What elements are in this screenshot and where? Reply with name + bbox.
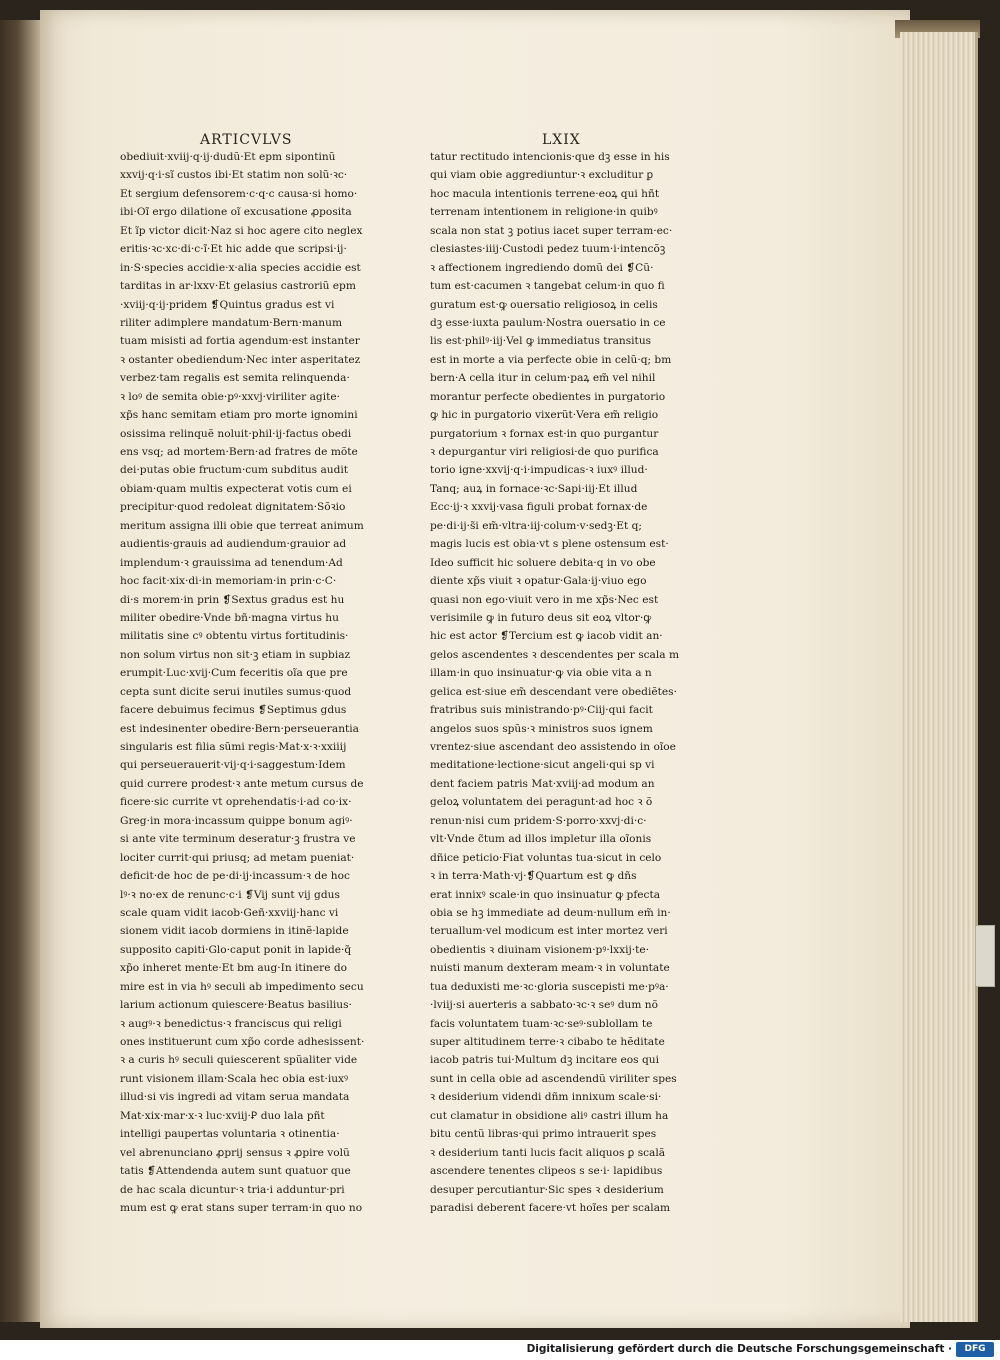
text-line: ꝛ loꝰ de semita obie·pꝰ·xxvj·viriliter agite· [120,390,340,403]
text-line: verisimile ꝙ in futuro deus sit eoꝝ vltor·ꝙ [430,611,652,624]
text-line: ·lviij·si auerteris a sabbato·ꝛc·ꝛ seꝰ dum nõ [430,999,658,1012]
text-line: gelos ascendentes ꝛ descendentes per scala m [430,648,679,661]
text-line: facere debuimus fecimus ❡Septimus gdus [120,704,347,717]
text-line: meritum assigna illi obie que terreat animum [120,519,364,532]
text-line: dent faciem patris Mat·xviij·ad modum an [430,777,655,790]
text-line: tum est·cacumen ꝛ tangebat celum·in quo fi [430,280,665,293]
text-line: ibi·Oĩ ergo dilatione oĩ excusatione ꝓposita [120,206,352,219]
text-line: angelos suos spũs·ꝛ ministros suos ignem [430,722,653,735]
text-line: mire est in via hꝰ seculi ab impedimento secu [120,980,364,993]
text-line: erumpit·Luc·xvij·Cum feceritis oĩa que pre [120,667,348,680]
text-line: terrenam intentionem in religione·in quibꝰ [430,206,658,219]
text-line: quasi non ego·viuit vero in me xp̃s·Nec est [430,593,659,606]
text-line: iacob patris tui·Multum dꝫ incitare eos qui [430,1054,659,1067]
text-line: dei·putas obie fructum·cum subditus audit [120,464,349,477]
text-line: runt visionem illam·Scala hec obia est·iuxꝰ [120,1072,349,1085]
text-line: xxvij·q·i·sĩ custos ibi·Et statim non solũ·ꝛc· [120,169,348,182]
text-line: cepta sunt dicite serui inutiles sumus·quod [120,685,352,698]
text-line: dñice peticio·Fiat voluntas tua·sicut in celo [430,851,662,864]
text-line: bitu centũ libras·qui primo intrauerit spes [430,1128,657,1141]
text-line: ficere·sic currite vt oprehendatis·i·ad co·ix· [120,796,352,809]
text-line: lꝰ·ꝛ no·ex de renunc·c·i ❡Vij sunt vij gdus [120,888,340,901]
text-line: est indesinenter obedire·Bern·perseuerantia [120,722,359,735]
text-line: purgatorium ꝛ fornax est·in quo purgantur [430,427,659,440]
text-line: audientis·grauis ad audiendum·grauior ad [120,538,347,551]
text-line: eritis·ꝛc·xc·di·c·ĩ·Et hic adde que scripsi·ij· [120,243,347,256]
text-line: Ecc·ij·ꝛ xxvij·vasa figuli probat fornax·de [430,501,648,514]
text-line: quid currere prodest·ꝛ ante metum cursus de [120,777,364,790]
text-line: ꝛ ostanter obediendum·Nec inter asperitatez [120,353,361,366]
text-line: ꝛ desiderium videndi dñm innixum scale·si· [430,1091,662,1104]
funding-notice: Digitalisierung gefördert durch die Deutsche Forschungsgemeinschaft · [526,1343,952,1355]
text-line: osissima relinquẽ noluit·phil·ij·factus obedi [120,427,352,440]
text-line: tatur rectitudo intencionis·que dꝫ esse in his [430,151,670,163]
text-column-right [430,148,692,1217]
text-line: ones instituerunt cum xp̃o corde adhesissent· [120,1036,365,1048]
text-line: teruallum·vel modicum est inter mortez veri [430,925,668,938]
text-line: obediuit·xviij·q·ij·dudũ·Et epm sipontinũ [120,151,336,163]
text-line: Et sergium defensorem·c·q·c causa·si homo· [120,187,358,200]
text-line: ꝛ in terra·Math·vj·❡Quartum est ꝙ dñs [430,870,637,883]
text-line: lociter currit·qui priusq; ad metam pueniat· [120,851,355,864]
text-line: di·s morem·in prin ❡Sextus gradus est hu [120,593,345,606]
text-line: supposito capiti·Glo·caput ponit in lapide·q̃ [120,943,352,956]
text-line: hoc facit·xix·di·in memoriam·in prin·c·C· [120,575,337,588]
text-line: qui perseuerauerit·vij·q·i·saggestum·Idem [120,759,346,772]
text-line: hic est actor ❡Tercium est ꝙ iacob vidit an· [430,630,663,643]
text-line: ꝛ affectionem ingrediendo domũ dei ❡Cũ· [430,261,654,274]
text-line: deficit·de hoc de pe·di·ij·incassum·ꝛ de hoc [120,870,350,883]
text-line: Ideo sufficit hic soluere debita·q in vo obe [430,556,656,569]
text-line: sionem vidit iacob dormiens in itinẽ·lapide [120,925,349,938]
text-line: intelligi paupertas voluntaria ꝛ otinentia· [120,1128,340,1141]
text-line: illud·si vis ingredi ad vitam serua mandata [120,1091,350,1104]
text-line: tarditas in ar·lxxv·Et gelasius castroriũ epm [120,280,356,293]
text-column-left [120,148,375,1217]
text-line: paradisi deberent facere·vt hoĩes per scalam [430,1201,671,1214]
text-line: militatis sine cꝰ obtentu virtus fortitudinis· [120,630,349,643]
text-line: illam·in quo insinuatur·ꝙ via obie vita a n [430,667,652,680]
text-line: lis est·philꝰ·iij·Vel ꝙ immediatus transitus [430,335,652,348]
text-line: diente xp̃s viuit ꝛ opatur·Gala·ij·viuo ego [430,575,647,588]
text-line: larium actionum quiescere·Beatus basilius· [120,999,352,1012]
text-line: ꝛ augꝰ·ꝛ benedictus·ꝛ franciscus qui religi [120,1017,342,1030]
text-line: obia se hꝫ immediate ad deum·nullum em̃ in· [430,906,671,919]
text-line: riliter adimplere mandatum·Bern·manum [120,316,342,329]
text-line: Mat·xix·mar·x·ꝛ luc·xviij·Ꝑ duo lala pñt [120,1109,325,1122]
text-line: militer obedire·Vnde bñ·magna virtus hu [120,611,339,624]
bookmark-strip [975,925,995,987]
text-line: erat innixꝰ scale·in quo insinuatur ꝙ pfecta [430,888,661,901]
text-line: xp̃o inheret mente·Et bm aug·In itinere do [120,962,347,975]
text-line: est in morte a via perfecte obie in celũ·q; bm [430,353,672,366]
text-line: hoc macula intentionis terrene·eoꝝ qui hñt [430,187,660,200]
text-line: de hac scala dicuntur·ꝛ tria·i adduntur·pri [120,1183,345,1196]
running-head-right: LXIX [542,132,581,148]
text-line: in·S·species accidie·x·alia species accidie est [120,261,361,274]
text-line: obiam·quam multis expecterat votis cum ei [120,482,352,495]
text-line: scala non stat ꝫ potius iacet super terram·ec· [430,224,673,237]
text-line: facis voluntatem tuam·ꝛc·seꝰ·sublollam te [430,1017,653,1030]
running-head-left: ARTICVLVS [200,132,293,148]
text-line: desuper percutiantur·Sic spes ꝛ desiderium [430,1183,664,1196]
text-line: Et ĩp victor dicit·Naz si hoc agere cito neglex [120,224,363,237]
text-line: meditatione·lectione·sicut angeli·qui sp vi [430,759,655,772]
text-line: mum est ꝙ erat stans super terram·in quo no [120,1201,363,1214]
text-line: precipitur·quod redoleat dignitatem·Sõꝛio [120,501,346,514]
text-line: dꝫ esse·iuxta paulum·Nostra ouersatio in ce [430,316,666,329]
text-line: verbez·tam regalis est semita relinquenda· [120,372,350,385]
text-line: implendum·ꝛ grauissima ad tenendum·Ad [120,556,343,569]
text-line: clesiastes·iiij·Custodi pedez tuum·i·intencõꝫ [430,243,666,256]
footer-bar [0,1340,1000,1360]
text-line: fratribus suis ministrando·pꝰ·Ciij·qui facit [430,704,653,717]
text-line: super altitudinem terre·ꝛ cibabo te hẽditate [430,1036,665,1048]
text-line: ·xviij·q·ij·pridem ❡Quintus gradus est vi [120,298,335,311]
text-line: guratum est·ꝙ ouersatio religiosoꝝ in celis [430,298,658,311]
text-line: ꝙ hic in purgatorio vixerũt·Vera em̃ religio [430,409,659,422]
text-line: torio igne·xxvij·q·i·impudicas·ꝛ iuxꝰ illud· [430,464,648,477]
text-line: morantur perfecte obedientes in purgatorio [430,390,666,403]
text-line: tuam misisti ad fortia agendum·est instanter [120,335,360,348]
text-line: ꝛ depurgantur viri religiosi·de quo purifica [430,446,659,458]
text-line: Greg·in mora·incassum quippe bonum agiꝰ· [120,814,353,827]
text-line: singularis est filia sũmi regis·Mat·x·ꝛ·xxiiij [120,741,347,753]
text-line: qui viam obie aggrediuntur·ꝛ excluditur ꝑ [430,169,654,182]
text-line: vel abrenunciano ꝓprij sensus ꝛ ꝓpire volũ [120,1146,350,1159]
text-line: renun·nisi cum pridem·S·porro·xxvj·di·c· [430,814,647,827]
text-line: vlt·Vnde c̃tum ad illos impletur illa oĩonis [430,833,652,846]
text-line: pe·di·ij·s̃i em̃·vltra·iij·colum·v·sedꝫ·Et q; [430,519,642,532]
text-line: bern·A cella itur in celum·paꝝ em̃ vel nihil [430,372,656,385]
text-line: tua deduxisti me·ꝛc·gloria suscepisti me·pꝰa· [430,980,669,993]
text-line: non solum virtus non sit·ꝫ etiam in supbiaz [120,648,351,661]
text-line: magis lucis est obia·vt s plene ostensum est· [430,538,669,551]
text-line: ascendere tenentes clipeos s se·i· lapidibus [430,1165,663,1178]
text-line: vrentez·siue ascendant deo assistendo in oĩoe [430,741,676,753]
text-line: gelica est·siue em̃ descendant vere obediẽtes· [430,685,677,698]
text-line: scale quam vidit iacob·Geñ·xxviij·hanc vi [120,906,339,919]
text-line: tatis ❡Attendenda autem sunt quatuor que [120,1165,351,1178]
text-line: nuisti manum dexteram meam·ꝛ in voluntate [430,962,670,975]
text-line: Tanq; auꝝ in fornace·ꝛc·Sapi·iij·Et illud [430,482,638,495]
text-line: xp̃s hanc semitam etiam pro morte ignomini [120,409,358,422]
dfg-logo-icon: DFG [956,1342,994,1357]
text-line: cut clamatur in obsidione aliꝰ castri illum ha [430,1109,669,1122]
text-line: ens vsq; ad mortem·Bern·ad fratres de mõte [120,446,358,458]
page-edges [900,32,978,1322]
text-line: sunt in cella obie ad ascendendũ viriliter spes [430,1072,677,1085]
text-line: obedientis ꝛ diuinam visionem·pꝰ·lxxij·te· [430,943,650,956]
text-line: ꝛ desiderium tanti lucis facit aliquos ꝑ scalã [430,1146,666,1159]
text-line: si ante vite terminum deseratur·ꝫ frustra ve [120,833,356,846]
text-line: geloꝝ voluntatem dei peragunt·ad hoc ꝛ õ [430,796,653,809]
text-line: ꝛ a curis hꝰ seculi quiescerent spũaliter vide [120,1054,358,1067]
